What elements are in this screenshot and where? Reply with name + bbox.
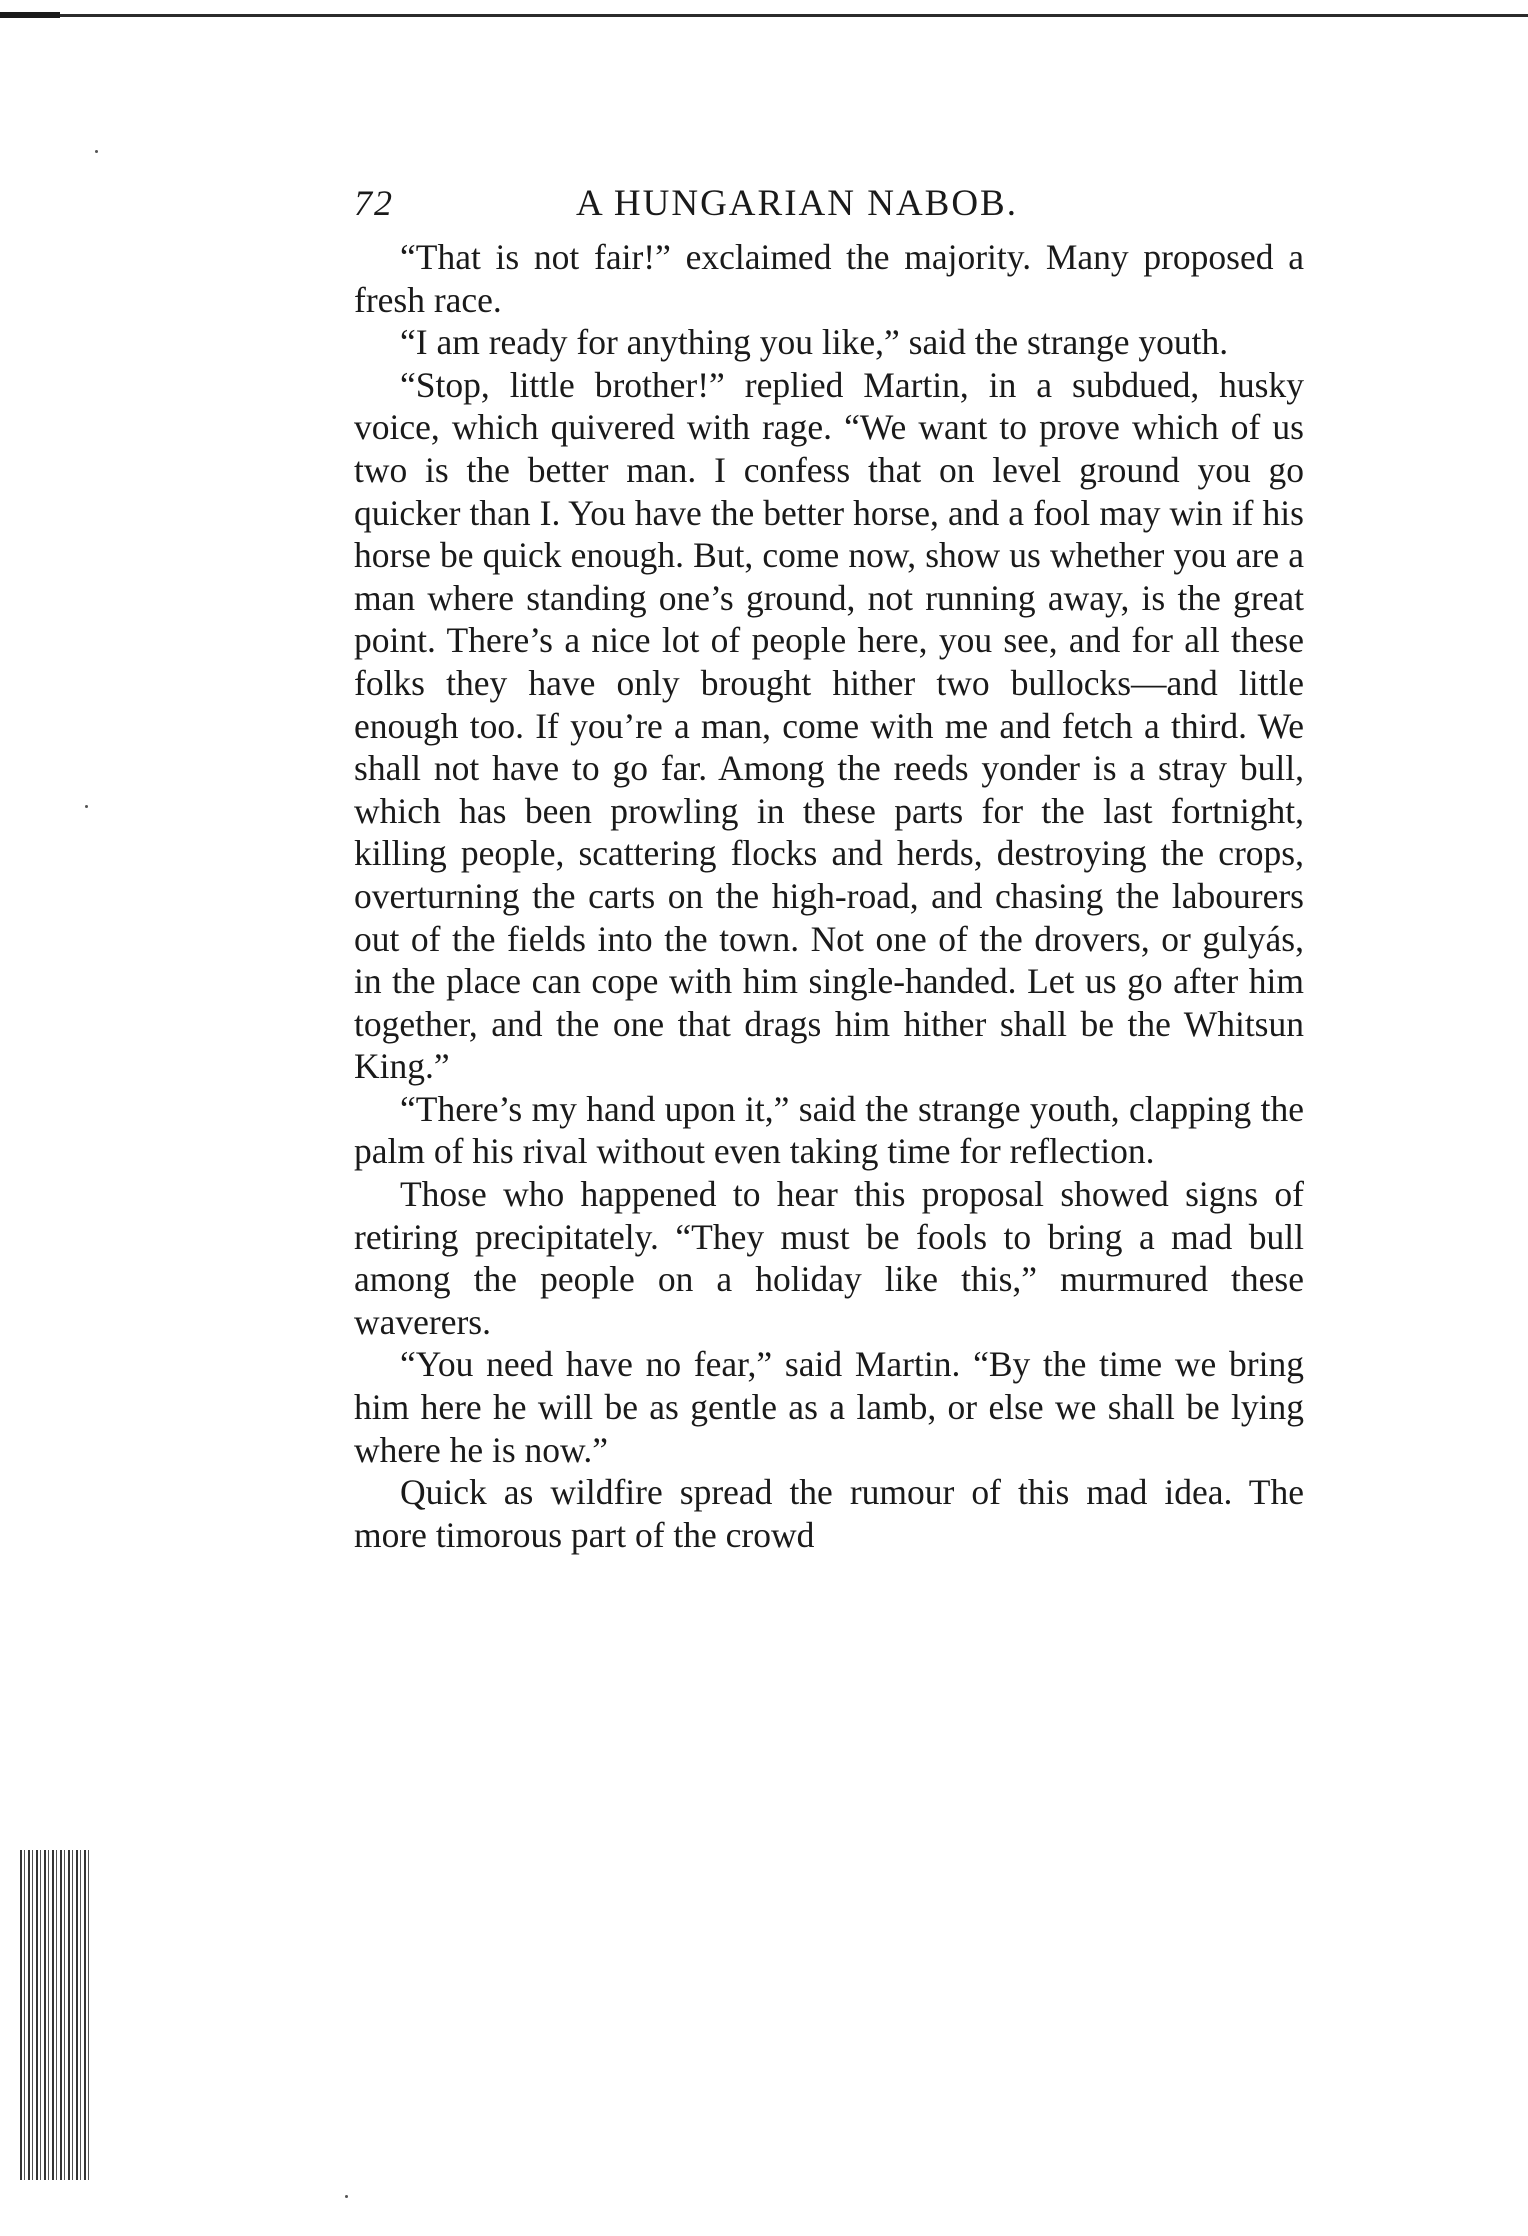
paragraph: Quick as wildfire spread the rumour of this mad idea. The more timorous part of the crowd: [354, 1472, 1304, 1555]
scan-speck: [85, 805, 88, 808]
paragraph: “Stop, little brother!” replied Martin, in a subdued, husky voice, which quivered with rage. “We want to prove which of us two is the better man. I confess that on level ground you go quicker than I. You have the better horse, and a fool may win if his horse be quick enough. But, come now, show us whether you are a man where standing one’s ground, not running away, is the great point. There’s a nice lot of people here, you see, and for all these folks they have only brought hither two bullocks—and little enough too. If you’re a man, come with me and fetch a third. We shall not have to go far. Among the reeds yonder is a stray bull, which has been prowling in these parts for the last fortnight, killing people, scattering flocks and herds, destroying the crops, overturning the carts on the high-road, and chasing the labourers out of the fields into the town. Not one of the drovers, or gulyás, in the place can cope with him single-handed. Let us go after him together, and the one that drags him hither shall be the Whitsun King.”: [354, 364, 1304, 1087]
paragraph: “That is not fair!” exclaimed the majority. Many proposed a fresh race.: [354, 237, 1304, 320]
body-text: [354, 236, 1304, 1556]
top-rule-mark: [0, 12, 60, 18]
paragraph: “I am ready for anything you like,” said the strange youth.: [400, 322, 1229, 363]
scan-speck: [345, 2195, 348, 2198]
top-rule: [0, 14, 1528, 17]
binding-edge-mark: [20, 1850, 90, 2180]
paragraph: Those who happened to hear this proposal showed signs of retiring precipitately. “They must be fools to bring a mad bull among the people on a holiday like this,” murmured these waverers.: [354, 1174, 1304, 1342]
paragraph: “You need have no fear,” said Martin. “By the time we bring him here he will be as gentle as a lamb, or else we shall be lying where he is now.”: [354, 1344, 1304, 1470]
scan-speck: [95, 150, 98, 153]
book-page: [354, 170, 1304, 1556]
paragraph: “There’s my hand upon it,” said the strange youth, clapping the palm of his rival without even taking time for reflection.: [354, 1088, 1304, 1172]
running-title: A HUNGARIAN NABOB.: [576, 183, 1018, 224]
running-head: [354, 170, 1304, 230]
page-number: 72: [354, 183, 394, 223]
